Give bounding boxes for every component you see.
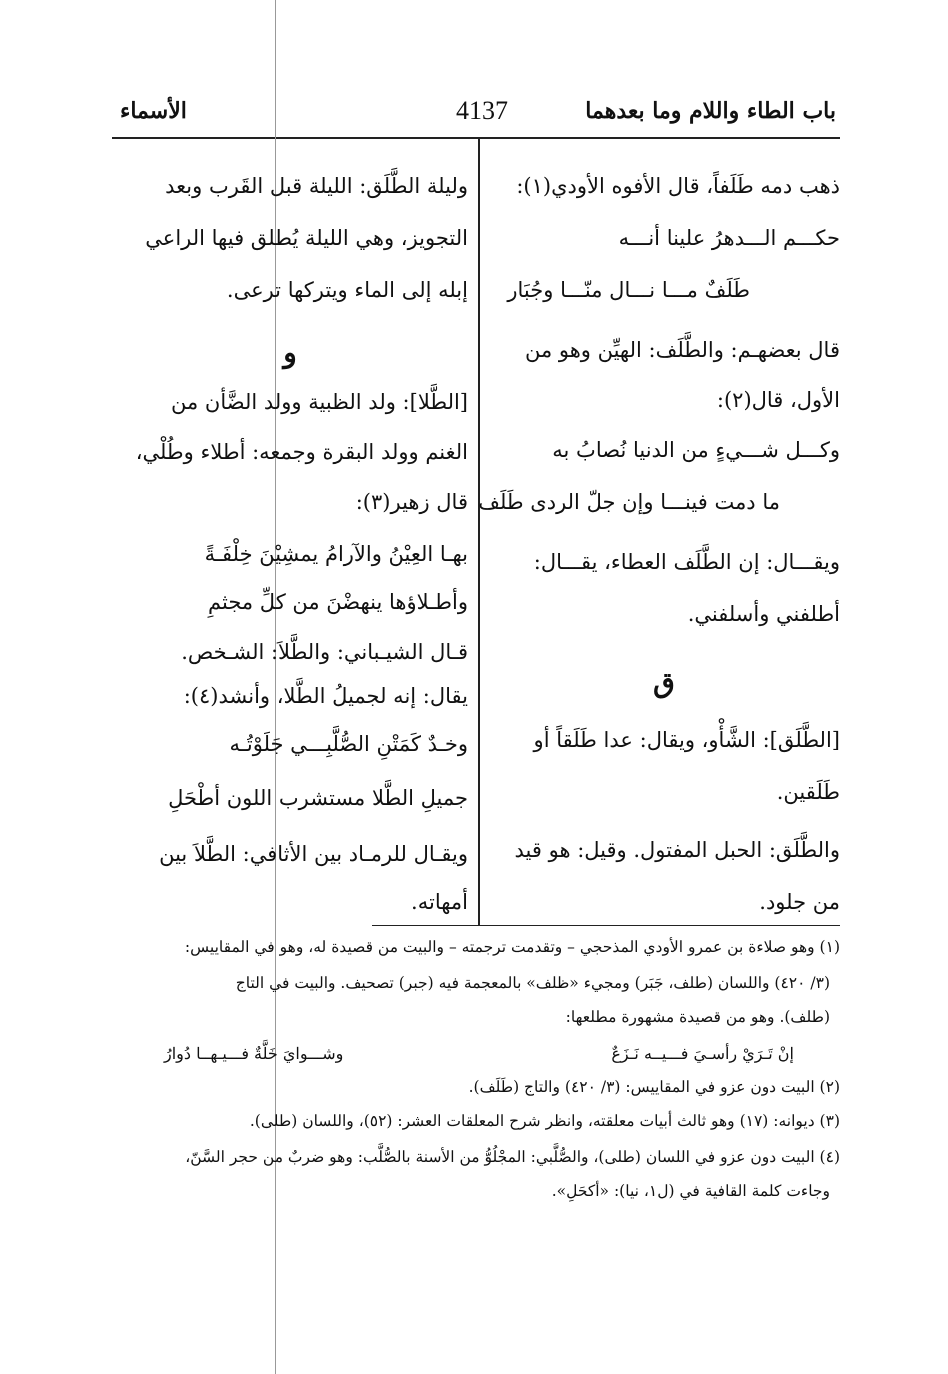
- text-line: والطَّلَق: الحبل المفتول. وقيل: هو قيد: [514, 838, 840, 862]
- verse-line: وكـــل شـــيءٍ من الدنيا نُصابُ به: [552, 438, 840, 462]
- text-line: الغنم وولد البقرة وجمعه: أطلاء وطُلْي،: [135, 440, 468, 464]
- text-line: قال زهير(٣):: [355, 490, 468, 514]
- running-header-left: الأسماء: [120, 98, 187, 124]
- text-line: طَلَقين.: [776, 780, 840, 804]
- footnote-verse: وشـــوايَ خَلَّةٌ فـــيـهــا دُوارُ: [164, 1044, 344, 1063]
- letter-heading: ق: [653, 666, 675, 699]
- footnote-line: (١) وهو صلاءة بن عمرو الأودي المذحجي – وتقدمت ترجمته – والبيت من قصيدة له، وهو في المقاييس:: [184, 938, 840, 956]
- verse-line: ما دمت فينـــا وإن جلّ الردى طَلَف: [478, 490, 780, 514]
- text-line: ويقـــال: إن الطَّلَف العطاء، يقـــال:: [533, 550, 840, 574]
- verse-line: حكـــم الـــدهرُ علينا أنـــه: [618, 226, 840, 250]
- verse-line: بهـا العِيْنُ والآرامُ يمشِيْنَ خِلْفَـةً: [204, 542, 468, 566]
- footnote-line: (طلف). وهو من قصيدة مشهورة مطلعها:: [565, 1008, 830, 1026]
- letter-heading: و: [283, 336, 297, 369]
- footnote-separator: [372, 925, 840, 926]
- page-number: 4137: [456, 96, 508, 125]
- footnote-line: (٣/ ٤٢٠) واللسان (طلف، جَبَر) ومجيء «ظلف» بالمعجمة فيه (جبر) تصحيف. والبيت في التاج: [235, 974, 830, 992]
- text-line: قـال الشيـباني: والطَّلاَ: الشـخص.: [181, 640, 468, 664]
- text-line: [الطَّلا]: ولد الظبية وولد الضَّأن من: [171, 390, 468, 414]
- text-line: الأول، قال(٢):: [716, 388, 840, 412]
- footnote-line: وجاءت كلمة القافية في (ل١، نيا): «أكحَلِ».: [551, 1182, 830, 1200]
- text-line: يقال: إنه لجميلُ الطَّلا، وأنشد(٤):: [183, 684, 468, 708]
- footnote-line: (٣) ديوانه: (١٧) وهو ثالث أبيات معلقته، وانظر شرح المعلقات العشر: (٥٢)، واللسان (طلى).: [249, 1112, 840, 1130]
- footnote-line: (٢) البيت دون عزو في المقاييس: (٣/ ٤٢٠) والتاج (طَلَف).: [468, 1078, 840, 1096]
- text-line: [الطَّلَق]: الشَّأْو، ويقال: عدا طَلَقاً أو: [533, 728, 840, 752]
- column-divider: [478, 139, 480, 925]
- footnote-line: (٤) البيت دون عزو في اللسان (طلى)، والصُّلَّبي: المجْلُوُّ من الأسنة بالصُّلَّب: وهو ضربٌ من حجر السَّنّ،: [185, 1148, 840, 1166]
- running-header-right: باب الطاء واللام وما بعدهما: [585, 98, 836, 124]
- text-line: أطلفني وأسلفني.: [687, 602, 840, 626]
- text-line: إبله إلى الماء ويتركها ترعى.: [226, 278, 468, 302]
- verse-line: جميلِ الطَّلا مستشرب اللون أطْحَلِ: [168, 786, 468, 810]
- text-line: ذهب دمه طَلَفاً، قال الأفوه الأودي(١):: [516, 174, 840, 198]
- text-line: قال بعضهـم: والطَّلَف: الهيِّن وهو من: [524, 338, 840, 362]
- text-line: ويقـال للرمـاد بين الأثافي: الطَّلاَ بين: [159, 842, 468, 866]
- verse-line: طَلَفٌ مـــا نـــال منّـــا وجُبَار: [507, 278, 750, 302]
- verse-line: وأطـلاؤها ينهضْنَ من كلِّ مجثمِ: [208, 590, 468, 614]
- verse-line: وخـدٌ كَمَتْنِ الصُّلَّبِـــي جَلَوْتُـه: [229, 732, 468, 756]
- header-rule: [112, 137, 840, 139]
- text-line: التجويز، وهي الليلة يُطلق فيها الراعي: [145, 226, 468, 250]
- text-line: أمهاته.: [411, 890, 468, 914]
- footnote-verse: إنْ تَـرَيْ رأسـيَ فـــيــه نَـزَعٌ: [611, 1044, 794, 1063]
- text-line: وليلة الطَّلَق: الليلة قبل القَرب وبعد: [165, 174, 468, 198]
- text-line: من جلود.: [759, 890, 840, 914]
